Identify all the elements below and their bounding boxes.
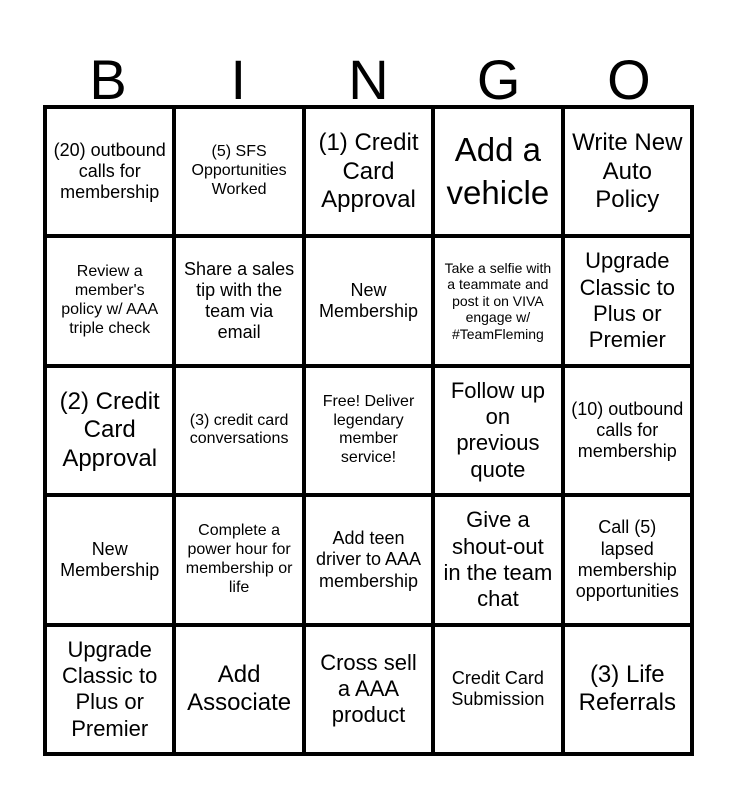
bingo-cell[interactable]: Call (5) lapsed membership opportunities	[563, 495, 692, 624]
header-letter-o: O	[607, 48, 651, 111]
bingo-header	[43, 40, 694, 111]
bingo-cell[interactable]: New Membership	[304, 236, 433, 365]
bingo-cell[interactable]: New Membership	[45, 495, 174, 624]
bingo-cell[interactable]: (10) outbound calls for membership	[563, 366, 692, 495]
header-letter-g: G	[476, 48, 521, 111]
bingo-cell[interactable]: Add teen driver to AAA membership	[304, 495, 433, 624]
header-letter-b: B	[89, 48, 127, 111]
bingo-cell[interactable]: (5) SFS Opportunities Worked	[174, 107, 303, 236]
bingo-cell[interactable]: Give a shout-out in the team chat	[433, 495, 562, 624]
bingo-cell[interactable]: Share a sales tip with the team via email	[174, 236, 303, 365]
bingo-cell[interactable]: Take a selfie with a teammate and post it on VIVA engage w/ #TeamFleming	[433, 236, 562, 365]
bingo-cell[interactable]: Write New Auto Policy	[563, 107, 692, 236]
bingo-cell[interactable]: Review a member's policy w/ AAA triple check	[45, 236, 174, 365]
bingo-cell[interactable]: Add a vehicle	[433, 107, 562, 236]
bingo-cell[interactable]: Follow up on previous quote	[433, 366, 562, 495]
bingo-cell[interactable]: (3) Life Referrals	[563, 625, 692, 754]
bingo-cell[interactable]: Cross sell a AAA product	[304, 625, 433, 754]
bingo-cell[interactable]: (2) Credit Card Approval	[45, 366, 174, 495]
header-letter-n: N	[348, 48, 389, 111]
bingo-cell[interactable]: (1) Credit Card Approval	[304, 107, 433, 236]
bingo-cell[interactable]: Complete a power hour for membership or life	[174, 495, 303, 624]
bingo-board	[43, 105, 694, 756]
bingo-cell[interactable]: Upgrade Classic to Plus or Premier	[563, 236, 692, 365]
bingo-cell[interactable]: (20) outbound calls for membership	[45, 107, 174, 236]
header-letter-i: I	[230, 48, 247, 111]
bingo-cell[interactable]: Upgrade Classic to Plus or Premier	[45, 625, 174, 754]
bingo-cell[interactable]: Add Associate	[174, 625, 303, 754]
bingo-cell[interactable]: (3) credit card conversations	[174, 366, 303, 495]
free-space-cell[interactable]: Free! Deliver legendary member service!	[304, 366, 433, 495]
bingo-cell[interactable]: Credit Card Submission	[433, 625, 562, 754]
